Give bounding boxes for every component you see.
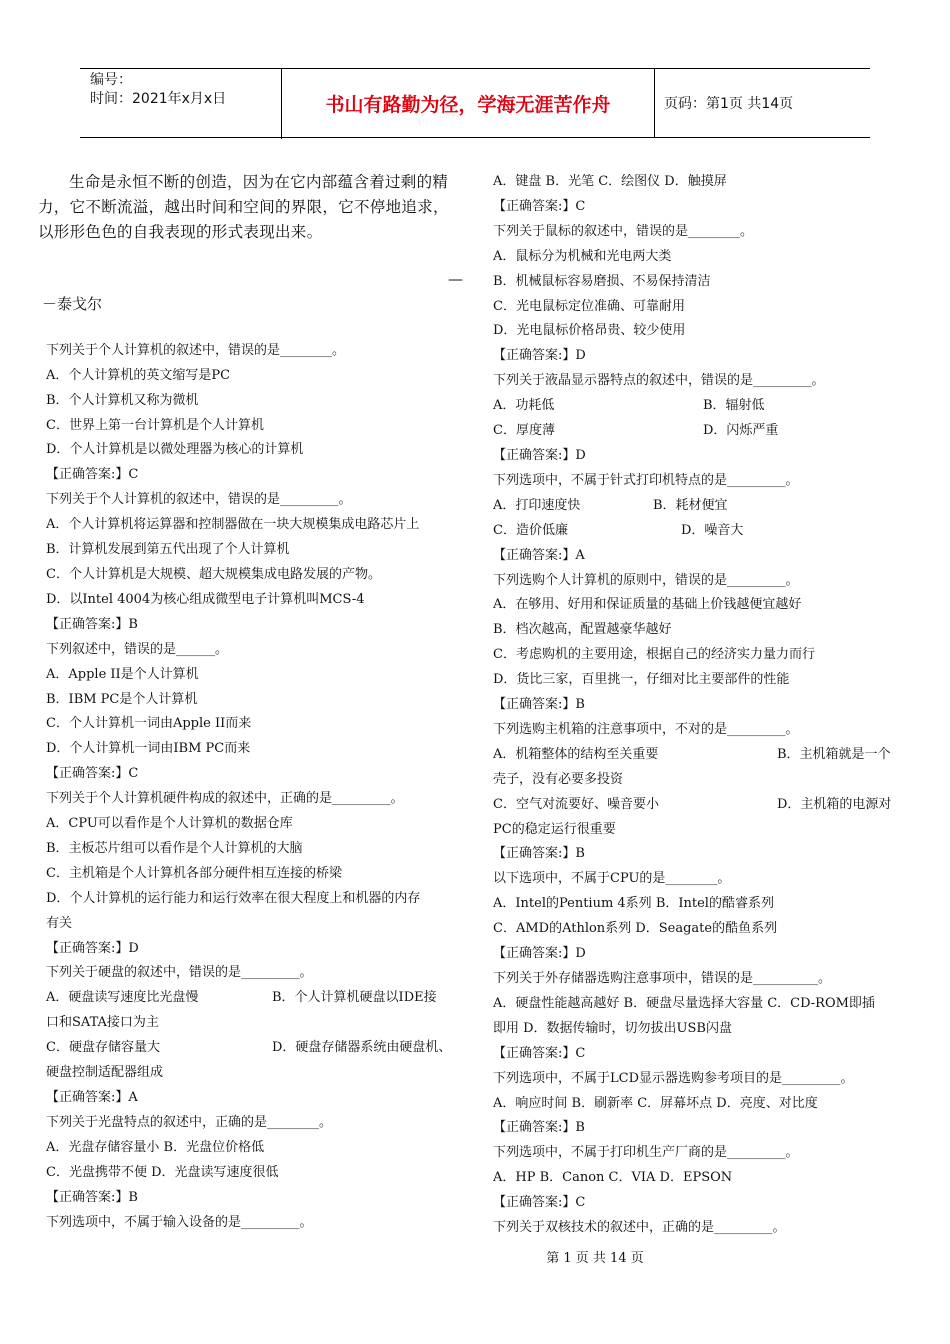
question-line: 口和SATA接口为主 (46, 1015, 159, 1031)
question-line-part: B．耗材便宜 (653, 497, 728, 513)
question-line: B．主板芯片组可以看作是个人计算机的大脑 (46, 840, 303, 856)
question-line: B．个人计算机又称为微机 (46, 392, 199, 408)
question-line (46, 1036, 461, 1061)
right-column (493, 170, 907, 1241)
question-line: 即用 D．数据传输时，切勿拔出USB闪盘 (493, 1020, 732, 1036)
question-line: B．IBM PC是个人计算机 (46, 691, 198, 707)
question-line: 有关 (46, 915, 73, 931)
question-line: 下列选项中，不属于针式打印机特点的是_________。 (493, 472, 799, 488)
question-line: B．档次越高，配置越豪华越好 (493, 622, 672, 638)
question-line: B．机械鼠标容易磨损、不易保持清洁 (493, 273, 711, 289)
question-line: C．考虑购机的主要用途，根据自己的经济实力量力而行 (493, 647, 815, 663)
question-line-part: A．打印速度快 (493, 497, 581, 513)
answer-line: 【正确答案:】C (493, 1045, 586, 1061)
question-line: A．Intel的Pentium 4系列 B．Intel的酷睿系列 (493, 896, 774, 912)
question-line: 下列关于光盘特点的叙述中，正确的是________。 (46, 1114, 333, 1130)
question-line: 下列关于个人计算机的叙述中，错误的是________。 (46, 342, 346, 358)
question-line: 下列关于外存储器选购注意事项中，错误的是__________。 (493, 971, 832, 986)
question-line: D．以Intel 4004为核心组成微型电子计算机叫MCS-4 (46, 591, 365, 607)
question-line (493, 419, 907, 444)
question-line: A．在够用、好用和保证质量的基础上价钱越便宜越好 (493, 597, 802, 613)
question-line-part: D．主机箱的电源对 (777, 796, 892, 812)
question-line: A．响应时间 B．刷新率 C．屏幕坏点 D．亮度、对比度 (493, 1095, 818, 1111)
left-question-list (46, 339, 461, 1236)
header-meta (80, 69, 282, 139)
question-line-part: B．个人计算机硬盘以IDE接 (272, 990, 437, 1006)
question-line: 下列关于个人计算机硬件构成的叙述中，正确的是_________。 (46, 791, 404, 807)
question-line: A．硬盘性能越高越好 B．硬盘尽量选择大容量 C．CD-ROM即插 (493, 995, 875, 1011)
question-line: 下列选项中，不属于LCD显示器选购参考项目的是_________。 (493, 1070, 854, 1086)
question-line-part: A．硬盘读写速度比光盘慢 (46, 990, 199, 1006)
question-line: 下列关于个人计算机的叙述中，错误的是_________。 (46, 492, 352, 508)
question-line: 下列关于液晶显示器特点的叙述中，错误的是_________。 (493, 373, 825, 389)
question-line: C．光盘携带不便 D．光盘读写速度很低 (46, 1164, 279, 1180)
question-line: 硬盘控制适配器组成 (46, 1065, 164, 1081)
question-line: D．个人计算机一词由IBM PC而来 (46, 741, 251, 757)
question-line-part: A．机箱整体的结构至关重要 (493, 746, 659, 762)
question-line: 下列选购个人计算机的原则中，错误的是_________。 (493, 572, 799, 588)
question-line: A．个人计算机将运算器和控制器做在一块大规模集成电路芯片上 (46, 517, 420, 533)
question-line (46, 986, 461, 1011)
answer-line: 【正确答案:】D (493, 946, 586, 962)
answer-line: 【正确答案:】C (493, 198, 586, 214)
answer-line: 【正确答案:】D (493, 348, 586, 364)
question-line: A．键盘 B．光笔 C．绘图仪 D．触摸屏 (493, 174, 727, 189)
answer-line: 【正确答案:】D (493, 447, 586, 463)
question-line: 下列选购主机箱的注意事项中，不对的是_________。 (493, 721, 799, 737)
question-line: A．个人计算机的英文缩写是PC (46, 367, 231, 383)
question-line: PC的稳定运行很重要 (493, 821, 616, 837)
question-line: B．计算机发展到第五代出现了个人计算机 (46, 542, 290, 558)
question-line: C．世界上第一台计算机是个人计算机 (46, 417, 264, 433)
answer-line: 【正确答案:】A (493, 547, 585, 563)
right-question-list (493, 170, 907, 1241)
doc-number-label: 编号： (90, 72, 132, 88)
question-line-part: B．辐射低 (703, 398, 765, 414)
left-column (38, 170, 463, 1235)
question-line (493, 519, 907, 544)
answer-line: 【正确答案:】C (493, 1195, 586, 1211)
question-line: 下列选项中，不属于打印机生产厂商的是_________。 (493, 1145, 799, 1161)
answer-line: 【正确答案:】A (46, 1090, 138, 1105)
doc-time-label: 时间：2021年x月x日 (90, 91, 227, 107)
question-line: C．光电鼠标定位准确、可靠耐用 (493, 298, 685, 314)
tagore-quote: 生命是永恒不断的创造，因为在它内部蕴含着过剩的精力，它不断流溢，越出时间和空间的界限，它不停地追求，以形形色色的自我表现的形式表现出来。 (38, 173, 449, 241)
question-line (493, 394, 907, 419)
question-line-part: A．功耗低 (493, 398, 555, 414)
page-footer: 第 1 页 共 14 页 (546, 1251, 644, 1266)
question-line: 下列选项中，不属于输入设备的是_________。 (46, 1214, 313, 1230)
question-line: 下列叙述中，错误的是______。 (46, 641, 229, 657)
answer-line: 【正确答案:】B (493, 1120, 585, 1136)
answer-line: 【正确答案:】D (46, 940, 139, 956)
header-motto: 书山有路勤为径，学海无涯苦作舟 (282, 69, 655, 137)
quote-dash: — (448, 270, 463, 288)
question-line: 下列关于鼠标的叙述中，错误的是________。 (493, 223, 754, 239)
question-line-part: C．造价低廉 (493, 522, 568, 538)
question-line: A．Apple II是个人计算机 (46, 666, 199, 682)
question-line: C．主机箱是个人计算机各部分硬件相互连接的桥梁 (46, 865, 342, 881)
question-line: D．光电鼠标价格昂贵、较少使用 (493, 323, 686, 339)
question-line: D．个人计算机的运行能力和运行效率在很大程度上和机器的内存 (46, 890, 421, 906)
question-line (493, 743, 907, 768)
question-line (493, 494, 907, 519)
answer-line: 【正确答案:】B (493, 846, 585, 862)
header-table (80, 68, 870, 138)
question-line (493, 793, 907, 818)
question-line: A．CPU可以看作是个人计算机的数据仓库 (46, 816, 293, 832)
question-line: 壳子，没有必要多投资 (493, 771, 624, 787)
question-line: C．个人计算机是大规模、超大规模集成电路发展的产物。 (46, 566, 381, 582)
question-line: C．AMD的Athlon系列 D．Seagate的酷鱼系列 (493, 921, 778, 937)
answer-line: 【正确答案:】C (46, 467, 139, 483)
question-line-part: C．硬盘存储容量大 (46, 1040, 160, 1056)
answer-line: 【正确答案:】B (46, 1189, 138, 1205)
quote-author: －泰戈尔 (42, 294, 103, 313)
question-line-part: C．厚度薄 (493, 423, 555, 439)
question-line: A．光盘存储容量小 B．光盘位价格低 (46, 1139, 265, 1155)
answer-line: 【正确答案:】C (46, 766, 139, 782)
question-line: 以下选项中，不属于CPU的是________。 (493, 871, 731, 887)
question-line: A．HP B．Canon C．VIA D．EPSON (493, 1170, 733, 1186)
answer-line: 【正确答案:】B (493, 697, 585, 713)
question-line: 下列关于双核技术的叙述中，正确的是_________。 (493, 1220, 786, 1236)
question-line-part: B．主机箱就是一个 (777, 746, 891, 762)
question-line-part: D．闪烁严重 (703, 423, 779, 439)
question-line: D．货比三家，百里挑一，仔细对比主要部件的性能 (493, 672, 790, 688)
question-line: C．个人计算机一词由Apple II而来 (46, 716, 252, 732)
question-line: D．个人计算机是以微处理器为核心的计算机 (46, 442, 304, 458)
header-page-info: 页码：第1页 共14页 (664, 96, 794, 112)
question-line: 下列关于硬盘的叙述中，错误的是_________。 (46, 965, 313, 981)
answer-line: 【正确答案:】B (46, 616, 138, 632)
question-line: A．鼠标分为机械和光电两大类 (493, 248, 672, 264)
question-line-part: C．空气对流要好、噪音要小 (493, 796, 659, 812)
question-line-part: D．硬盘存储器系统由硬盘机、 (272, 1040, 452, 1056)
question-line-part: D．噪音大 (681, 522, 744, 538)
